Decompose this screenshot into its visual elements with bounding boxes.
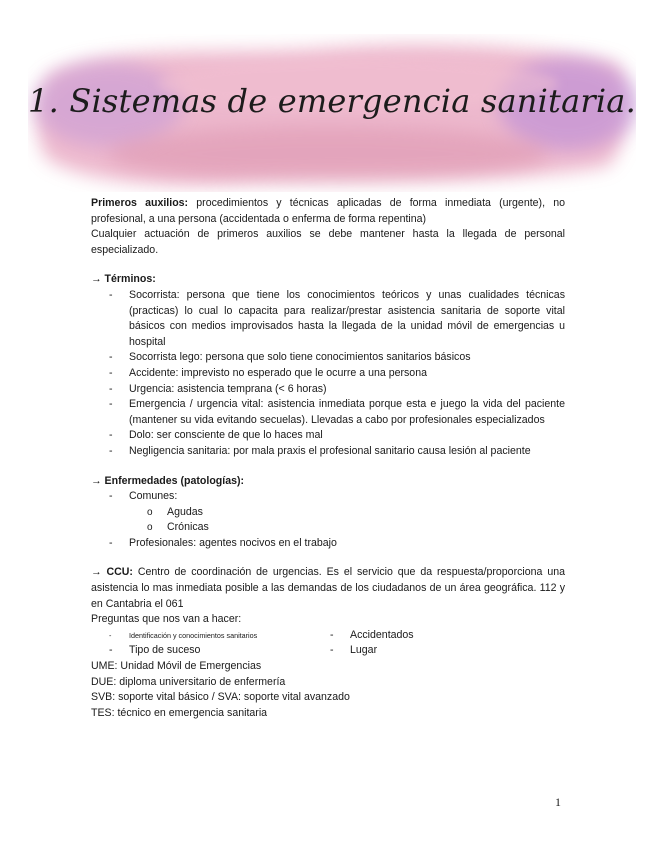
enfermedades-list [91,489,565,551]
list-item: - Tipo de suceso [129,643,328,659]
terminos-list [91,288,565,460]
abbreviation-line: TES: técnico en emergencia sanitaria [91,706,268,719]
list-item: - Dolo: ser consciente de que lo haces mal [129,428,565,444]
list-item: - Socorrista lego: persona que solo tiene conocimientos sanitarios básicos [129,350,565,366]
page-number: 1 [555,795,561,809]
list-item: - Emergencia / urgencia vital: asistencia inmediata porque esta e juego la vida del paciente (mantener su vida evitando secuelas). Llevadas a cabo por profesionales especializados [129,397,565,428]
intro-term: Primeros auxilios: [91,197,189,209]
page-title: 1. Sistemas de emergencia sanitaria. [28,82,636,120]
list-item: - Accidente: imprevisto no esperado que le ocurre a una persona [129,366,565,382]
intro-paragraph [91,196,565,227]
preguntas-left [91,628,328,659]
list-item: - Lugar [350,643,565,659]
title-banner [28,34,636,192]
sublist-item: o Crónicas [167,520,565,536]
list-item: - Socorrista: persona que tiene los conocimientos teóricos y unas cualidades técnicas (practicas) lo cual lo capacita para realizar/prestar asistencia sanitaria de soporte vital básicos con medios improvisados hasta la llegada de la unidad móvil de emergencias u hospital [129,288,565,350]
ccu-term: → CCU: [91,566,133,579]
list-item: - Urgencia: asistencia temprana (< 6 horas) [129,382,565,398]
preguntas-right [328,628,565,659]
ccu-paragraph [91,565,565,612]
intro-text: procedimientos y técnicas aplicadas de forma inmediata (urgente), no profesional, a una persona (accidentada o enferma de forma repentina) [91,197,565,225]
abbreviation-line: SVB: soporte vital básico / SVA: soporte vital avanzado [91,691,350,704]
preguntas-columns [91,628,565,659]
list-item: - Accidentados [350,628,565,644]
comunes-sublist [129,505,565,536]
preguntas-right-list [328,628,565,659]
sublist-item: o Agudas [167,505,565,521]
abbreviation-line: DUE: diploma universitario de enfermería [91,675,286,688]
preguntas-left-list [91,628,328,659]
list-item: - Identificación y conocimientos sanitarios [129,628,328,644]
preguntas-label: Preguntas que nos van a hacer: [91,613,242,626]
intro-line2: Cualquier actuación de primeros auxilios se debe mantener hasta la llegada de personal especializado. [91,228,565,256]
abbreviation-line: UME: Unidad Móvil de Emergencias [91,660,262,673]
list-item: - Profesionales: agentes nocivos en el trabajo [129,536,565,552]
enfermedades-heading: → Enfermedades (patologías): [91,474,245,487]
document-body [91,196,565,721]
list-item: - Negligencia sanitaria: por mala praxis el profesional sanitario causa lesión al paciente [129,444,565,460]
comunes-label: Comunes: [129,490,178,503]
list-item [129,489,565,536]
terminos-heading: → Términos: [91,273,156,286]
ccu-text: Centro de coordinación de urgencias. Es el servicio que da respuesta/proporciona una asistencia lo mas inmediata posible a las demandas de los ciudadanos de un área geográfica. 112 y en Cantabria el 061 [91,566,565,610]
